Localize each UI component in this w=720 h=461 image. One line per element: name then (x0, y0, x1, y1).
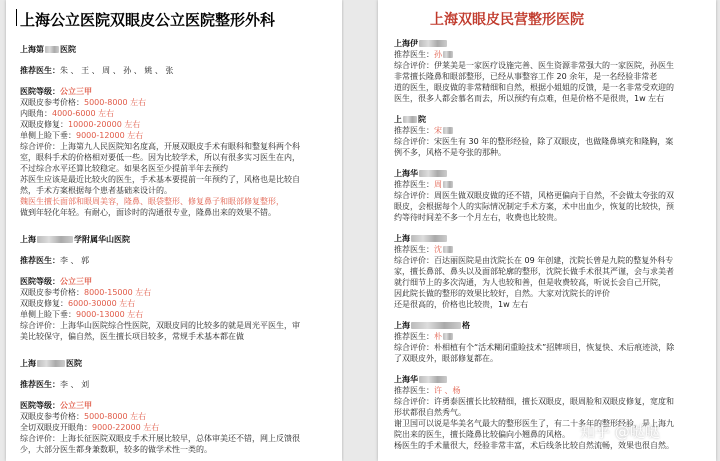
price-label: 双眼皮参考价格： (20, 288, 84, 297)
document-page-right (378, 0, 716, 461)
review-text: 少，大部分医生都身兼数职，较多的做学术性一类的。 (20, 445, 212, 454)
doctors-list: 朴 (434, 332, 442, 341)
redacted-text (419, 376, 447, 383)
hospital-name: 上海 医院 (20, 359, 82, 368)
price-value: 10000-20000 左右 (68, 120, 141, 129)
review-text: 杨医生的手术量很大，经验非常丰富，术后线条比较自然流畅，效果也很自然。 (394, 441, 674, 450)
price-label: 全切双眼皮开眼角： (20, 423, 92, 432)
page-title: 上海双眼皮民营整形医院 (430, 12, 584, 28)
hospital-name: 上海 学附属华山医院 (20, 235, 130, 244)
review-text: 了双眼皮外，眼部修复都在。 (394, 354, 498, 363)
review-label: 综合评价： (394, 397, 434, 406)
page-title: 上海公立医院双眼皮公立医院整形外科 (20, 11, 276, 29)
review-label: 综合评价： (394, 256, 434, 265)
price-value: 8000-15000 左右 (84, 288, 152, 297)
review-text: 室，眼科手术的价格相对要低一些。因为比较学术，所以有很多实习医生在内， (20, 153, 300, 162)
review-label: 综合评价： (394, 137, 434, 146)
review-text: 眼皮，会根据每个人的实际情况制定手术方案，术中出血少，恢复的比较快，预 (394, 202, 674, 211)
grade-label: 医院等级： (20, 277, 60, 286)
review-text: 许勇泰医擅长比较精细，擅长双眼皮，眼周脸和双眼皮修复，宽度和 (434, 397, 674, 406)
review-text: 非常擅长隆鼻和眼部整形，已经从事整容工作 20 余年，是一名经验非常老 (394, 72, 658, 81)
price-label: 双眼皮参考价格： (20, 98, 84, 107)
grade-label: 医院等级： (20, 401, 60, 410)
review-text: 朴相植有个“活术糊闭重睑技术”招牌项目，恢复快、术后痕迹淡，除 (434, 343, 675, 352)
zhihu-watermark: 知乎 @哒哒 (580, 423, 660, 441)
review-text: 苏医生应该是最近比较火的医生，手术基本要提前一年预约了，风格也是比较自 (20, 175, 300, 184)
review-text: 形状都很自然秀气。 (394, 408, 466, 417)
redacted-text (419, 40, 447, 47)
hospital-name: 上 院 (394, 115, 426, 124)
hospital-name: 上海 格 (394, 321, 470, 330)
doctors-list: 孙 (434, 50, 442, 59)
redacted-text (443, 246, 453, 253)
review-text: 宋医生有 30 年的整形经验，除了双眼皮，也做隆鼻填充和隆胸，案 (434, 137, 674, 146)
grade-value: 公立三甲 (60, 277, 92, 286)
document-content (394, 38, 708, 451)
doctors-list: 周 (434, 180, 442, 189)
review-text: 道的医生，眼皮做的非常精细和自然，根据小姐姐的反馈，是一名非常受欢迎的 (394, 83, 674, 92)
page-gap (344, 0, 376, 461)
price-label: 单侧上睑下垂： (20, 310, 76, 319)
hospital-name: 上海 (394, 233, 708, 244)
review-text: 家，擅长鼻部、鼻头以及面部轮廓的整形，沈院长做手术很其严谨，会与求美者 (394, 267, 674, 276)
doctors-list: 沈 (434, 245, 442, 254)
redacted-text (443, 51, 453, 58)
review-label: 综合评价： (20, 142, 60, 151)
doctors-list: 李 、 刘 (60, 380, 90, 389)
review-text: 谢卫国可以说是华美名气最大的整形医生了，有二十多年的整形经验，是上海九 (394, 419, 674, 428)
doctors-label: 推荐医生： (20, 256, 60, 265)
doctors-label: 推荐医生： (394, 180, 434, 189)
redacted-text (45, 46, 59, 53)
price-value: 9000-12000 左右 (76, 131, 144, 140)
redacted-text (419, 170, 447, 177)
text-cursor (16, 9, 17, 26)
doctors-label: 推荐医生： (394, 126, 434, 135)
review-text: 魏医生擅长面部和眼周美容，隆鼻、眼袋整形、修复鼻子和眼部修复整形， (20, 197, 284, 206)
doctors-list: 朱 、 王 、 周 、 孙 、 姚 、 张 (60, 66, 174, 75)
grade-label: 医院等级： (20, 87, 60, 96)
doctors-label: 推荐医生： (394, 386, 434, 395)
doctors-list: 许 、杨 (434, 386, 461, 395)
hospital-name: 上海伊 (394, 38, 708, 49)
review-text: 不过综合水平还算比较稳定。如果名医至少提前半年去预约 (20, 164, 228, 173)
price-label: 双眼皮修复： (20, 299, 68, 308)
review-text: 例不多，风格不是夸张的那种。 (394, 148, 506, 157)
redacted-text (37, 360, 65, 367)
review-text: 美比较保守，偏自然，医生擅长项目较多，常规手术基本都在做 (20, 332, 244, 341)
hospital-name: 上海华 (394, 374, 708, 385)
review-text: 院出来的医生，擅长隆鼻比较偏向小翘鼻的风格。 (394, 430, 570, 439)
price-value: 5000-8000 左右 (84, 98, 147, 107)
review-text: 还是很高的，价格也比较贵，1w 左右 (394, 300, 529, 309)
review-text: 就行细节上的多次沟通，为人也较和善，但是收费较高，听说长会自己开院， (394, 278, 666, 287)
grade-value: 公立三甲 (60, 87, 92, 96)
document-content (20, 44, 334, 455)
price-label: 内眼角： (20, 109, 52, 118)
price-value: 9000-13000 左右 (76, 310, 144, 319)
document-page-left (6, 0, 342, 461)
redacted-text (443, 333, 453, 340)
price-label: 单侧上睑下垂： (20, 131, 76, 140)
review-text: 然，手术方案根据每个患者基础来设计的。 (20, 186, 172, 195)
doctors-label: 推荐医生： (394, 50, 434, 59)
price-value: 5000-8000 左右 (84, 412, 147, 421)
doctors-label: 推荐医生： (394, 332, 434, 341)
doctors-label: 推荐医生： (20, 380, 60, 389)
price-value: 6000-30000 左右 (68, 299, 136, 308)
review-text: 上海华山医院综合性医院，双眼皮同的比较多的就是周光平医生，审 (60, 321, 300, 330)
redacted-text (37, 236, 73, 243)
review-label: 综合评价： (20, 321, 60, 330)
doctors-label: 推荐医生： (394, 245, 434, 254)
review-text: 做到年轻化年轻。有耐心，面诊时的沟通很专业，隆鼻出来的效果不错。 (20, 208, 276, 217)
redacted-text (403, 116, 417, 123)
review-text: 百达丽医院是由沈院长在 09 年创建，沈院长曾是九院的整复外科专 (434, 256, 674, 265)
redacted-text (443, 127, 453, 134)
redacted-text (411, 322, 461, 329)
grade-value: 公立三甲 (60, 401, 92, 410)
review-text: 伊莱美是一家医疗设施完善、医生资源非常强大的一家医院，孙医生 (434, 61, 674, 70)
doctors-list: 李 、 郭 (60, 256, 90, 265)
doctors-list: 宋 (434, 126, 442, 135)
redacted-text (443, 181, 453, 188)
hospital-name: 上海第 医院 (20, 45, 76, 54)
review-text: 周医生做双眼皮做的还不错，风格更偏向于自然，不会做太夸张的双 (434, 191, 674, 200)
review-label: 综合评价： (394, 343, 434, 352)
redacted-text (411, 235, 447, 242)
doctors-label: 推荐医生： (20, 66, 60, 75)
review-text: 因此院长做的整形的效果比较好，自然。大家对沈院长的评价 (394, 289, 610, 298)
price-label: 双眼皮参考价格： (20, 412, 84, 421)
review-text: 医生，很多人都会慕名而去，所以预约有点难，但是价格不是很贵，1w 左右 (394, 94, 665, 103)
hospital-name: 上海华 (394, 168, 708, 179)
review-text: 上海长征医院双眼皮手术开展比较早，总体审美还不错，网上反馈很 (60, 434, 300, 443)
price-value: 9000-22000 左右 (92, 423, 160, 432)
price-value: 4000-6000 左右 (52, 109, 115, 118)
review-label: 综合评价： (20, 434, 60, 443)
review-label: 综合评价： (394, 191, 434, 200)
review-label: 综合评价： (394, 61, 434, 70)
price-label: 双眼皮修复： (20, 120, 68, 129)
review-text: 约等待时间差不多一个月左右，收费也比较贵。 (394, 213, 562, 222)
review-text: 上海第九人民医院知名度高，开展双眼皮手术有眼科和整复科两个科 (60, 142, 300, 151)
